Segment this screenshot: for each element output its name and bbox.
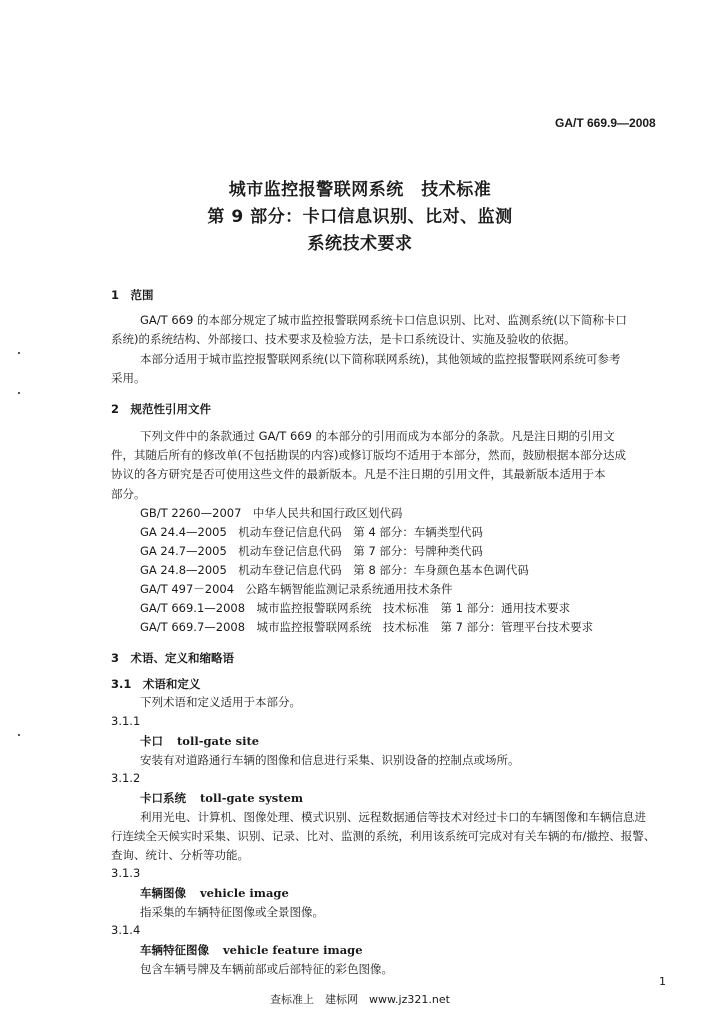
section-1-para-1-line-1: GA/T 669 的本部分规定了城市监控报警联网系统卡口信息识别、比对、监测系统(以下简称卡口 bbox=[140, 313, 627, 327]
term-chinese: 卡口系统 bbox=[140, 791, 186, 805]
term-chinese: 车辆特征图像 bbox=[140, 943, 209, 957]
title-line-2: 第 9 部分：卡口信息识别、比对、监测 bbox=[207, 207, 513, 227]
term-definition-line-2: 行连续全天候实时采集、识别、记录、比对、监测的系统，利用该系统可完成对有关车辆的布/撤控、报警、 bbox=[111, 829, 656, 843]
term-heading bbox=[140, 733, 259, 749]
scan-speck bbox=[18, 392, 20, 394]
document-number: GA/T 669.9—2008 bbox=[555, 116, 656, 130]
scan-speck bbox=[18, 734, 20, 736]
section-2-para-line-4: 部分。 bbox=[111, 487, 146, 501]
section-1-para-2-line-1: 本部分适用于城市监控报警联网系统(以下简称联网系统)，其他领域的监控报警联网系统可参考 bbox=[140, 352, 621, 366]
title-line-3: 系统技术要求 bbox=[307, 234, 413, 254]
term-number: 3.1.2 bbox=[111, 771, 141, 785]
reference-item: GA/T 497－2004 公路车辆智能监测记录系统通用技术条件 bbox=[140, 582, 453, 596]
footer-watermark: 查标准上 建标网 www.jz321.net bbox=[270, 993, 450, 1006]
section-1-para-2-line-2: 采用。 bbox=[111, 371, 146, 385]
term-heading bbox=[140, 885, 289, 901]
reference-item: GA/T 669.7—2008 城市监控报警联网系统 技术标准 第 7 部分：管理平台技术要求 bbox=[140, 620, 594, 634]
term-heading bbox=[140, 942, 363, 958]
term-chinese: 卡口 bbox=[140, 734, 163, 748]
term-number: 3.1.1 bbox=[111, 714, 141, 728]
term-english: toll-gate site bbox=[177, 734, 260, 748]
section-3-heading: 3 术语、定义和缩略语 bbox=[111, 651, 235, 665]
page-number: 1 bbox=[659, 975, 666, 988]
section-3-1-heading: 3.1 术语和定义 bbox=[111, 677, 201, 691]
section-2-para-line-1: 下列文件中的条款通过 GA/T 669 的本部分的引用而成为本部分的条款。凡是注日期的引用文 bbox=[140, 429, 615, 443]
term-number: 3.1.3 bbox=[111, 866, 141, 880]
scan-speck bbox=[18, 352, 20, 354]
term-heading bbox=[140, 790, 303, 806]
term-definition: 指采集的车辆特征图像或全景图像。 bbox=[140, 905, 324, 919]
reference-item: GB/T 2260—2007 中华人民共和国行政区划代码 bbox=[140, 506, 403, 520]
section-2-para-line-2: 件，其随后所有的修改单(不包括勘误的内容)或修订版均不适用于本部分，然而，鼓励根据本部分达成 bbox=[111, 448, 626, 462]
term-definition-line-1: 利用光电、计算机、图像处理、模式识别、远程数据通信等技术对经过卡口的车辆图像和车辆信息进 bbox=[140, 810, 646, 824]
reference-item: GA 24.8—2005 机动车登记信息代码 第 8 部分：车身颜色基本色调代码 bbox=[140, 563, 529, 577]
section-3-1-intro: 下列术语和定义适用于本部分。 bbox=[140, 695, 301, 709]
title-line-1: 城市监控报警联网系统 技术标准 bbox=[228, 180, 492, 200]
term-english: vehicle image bbox=[200, 886, 289, 900]
reference-item: GA 24.7—2005 机动车登记信息代码 第 7 部分：号牌种类代码 bbox=[140, 544, 483, 558]
term-english: vehicle feature image bbox=[223, 943, 363, 957]
reference-item: GA 24.4—2005 机动车登记信息代码 第 4 部分：车辆类型代码 bbox=[140, 525, 483, 539]
section-2-heading: 2 规范性引用文件 bbox=[111, 402, 212, 416]
term-english: toll-gate system bbox=[200, 791, 304, 805]
reference-item: GA/T 669.1—2008 城市监控报警联网系统 技术标准 第 1 部分：通用技术要求 bbox=[140, 601, 571, 615]
section-1-heading: 1 范围 bbox=[111, 288, 154, 302]
term-definition: 包含车辆号牌及车辆前部或后部特征的彩色图像。 bbox=[140, 962, 393, 976]
term-number: 3.1.4 bbox=[111, 923, 141, 937]
term-definition-line-3: 查询、统计、分析等功能。 bbox=[111, 848, 249, 862]
term-definition: 安装有对道路通行车辆的图像和信息进行采集、识别设备的控制点或场所。 bbox=[140, 753, 520, 767]
term-chinese: 车辆图像 bbox=[140, 886, 186, 900]
section-1-para-1-line-2: 系统)的系统结构、外部接口、技术要求及检验方法，是卡口系统设计、实施及验收的依据。 bbox=[111, 332, 576, 346]
section-2-para-line-3: 协议的各方研究是否可使用这些文件的最新版本。凡是不注日期的引用文件，其最新版本适用于本 bbox=[111, 467, 606, 481]
